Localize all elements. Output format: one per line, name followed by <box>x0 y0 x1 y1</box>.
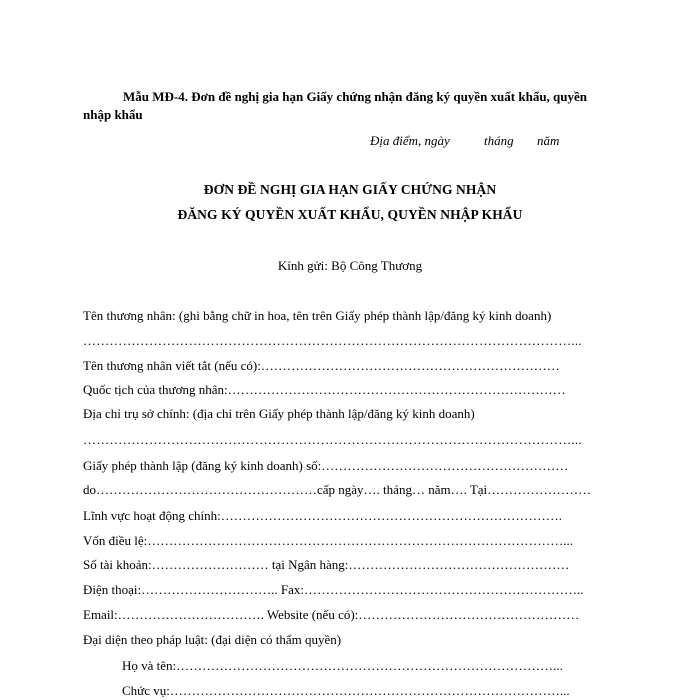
form-name-line2: nhập khẩu <box>83 107 143 122</box>
form-name-line1: Đơn đề nghị gia hạn Giấy chứng nhận đăng ký quyền xuất khẩu, quyền <box>191 89 588 104</box>
form-header-line1 <box>123 89 587 105</box>
dateline-month: tháng <box>484 133 514 148</box>
head-office-dots: …………………………………………………………………………………………………... <box>83 432 582 447</box>
recipient-line: Kính gửi: Bộ Công Thương <box>277 258 423 273</box>
email-website-field: Email:……………………………. Website (nếu có):…………………………………………… <box>83 607 580 622</box>
document-title-line2: ĐĂNG KÝ QUYỀN XUẤT KHẨU, QUYỀN NHẬP KHẨU <box>177 207 523 222</box>
full-name-field: Họ và tên:……………………………………………………………………………... <box>122 658 563 673</box>
legal-rep-field: Đại diện theo pháp luật: (đại diện có thẩm quyền) <box>83 632 342 647</box>
form-code: Mẫu MĐ-4. <box>123 89 188 104</box>
short-name-field: Tên thương nhân viết tắt (nếu có):…………………………………………………………… <box>83 358 560 373</box>
license-issue-field: do……………………………………………cấp ngày…. tháng… năm…. Tại…………………… <box>83 482 592 497</box>
head-office-field: Địa chỉ trụ sở chính: (địa chỉ trên Giấy phép thành lập/đăng ký kinh doanh) <box>83 406 475 421</box>
phone-fax-field: Điện thoại:………………………….. Fax:……………………………………………………….. <box>83 582 584 597</box>
dateline-place-date: Địa điểm, ngày <box>370 133 450 148</box>
trader-name-field: Tên thương nhân: (ghi bằng chữ in hoa, tên trên Giấy phép thành lập/đăng ký kinh doanh) <box>83 308 552 323</box>
position-field: Chức vụ:………………………………………………………………………………... <box>122 683 570 698</box>
charter-capital-field: Vốn điều lệ:……………………………………………………………………………………... <box>83 533 574 548</box>
document-title-line1: ĐƠN ĐỀ NGHỊ GIA HẠN GIẤY CHỨNG NHẬN <box>203 182 497 197</box>
dateline-year: năm <box>537 133 560 148</box>
license-field: Giấy phép thành lập (đăng ký kinh doanh) số:………………………………………………… <box>83 458 569 473</box>
business-field: Lĩnh vực hoạt động chính:……………………………………………………………………. <box>83 508 562 523</box>
trader-name-dots: …………………………………………………………………………………………………... <box>83 333 582 348</box>
nationality-field: Quốc tịch của thương nhân:…………………………………………………………………… <box>83 382 566 397</box>
bank-account-field: Số tài khoản:……………………… tại Ngân hàng:…………………………………………… <box>83 557 570 572</box>
